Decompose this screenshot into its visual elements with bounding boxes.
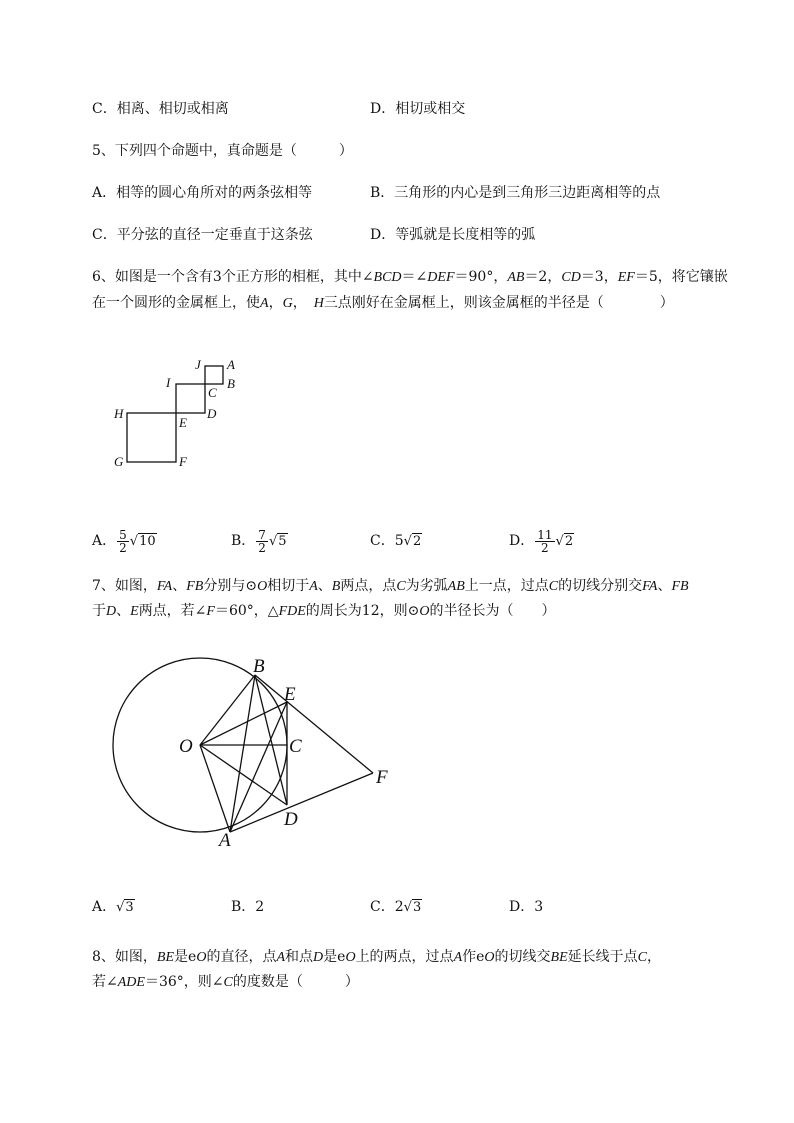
q4-option-c: C．相离、相切或相离 bbox=[92, 101, 229, 117]
label-b: B bbox=[253, 656, 265, 677]
q7-option-a: A．√3 bbox=[92, 899, 134, 915]
q6-option-c: C．5√2 bbox=[370, 533, 422, 549]
q7-option-c: C．2√3 bbox=[370, 899, 422, 915]
q5-stem: 5、下列四个命题中，真命题是（ ） bbox=[92, 143, 353, 159]
segment-ob bbox=[200, 675, 255, 745]
label-b: B bbox=[227, 376, 235, 391]
q7-stem-line1: 7、如图，FA、FB分别与⊙O相切于A、B两点，点C为劣弧AB上一点，过点C的切线分别交FA、FB bbox=[92, 578, 689, 594]
q7-circle-tangent-figure bbox=[100, 650, 410, 855]
q6-option-d: D． $\frac{11}{2}$ √2 bbox=[509, 527, 574, 555]
label-g: G bbox=[114, 454, 124, 469]
label-d: D bbox=[207, 406, 217, 421]
label-a: A bbox=[219, 830, 231, 851]
label-d: D bbox=[284, 809, 298, 830]
q6-option-a: A． $\frac{5}{2}$ √10 bbox=[92, 527, 156, 555]
large-square bbox=[127, 413, 176, 462]
label-o: O bbox=[179, 736, 193, 757]
segment-oe bbox=[200, 702, 287, 745]
q8-stem-line2: 若∠ADE＝36°，则∠C的度数是（ ） bbox=[92, 974, 359, 990]
chord-ab bbox=[230, 675, 255, 832]
q8-stem-line1: 8、如图，BE是eO的直径，点A和点D是eO上的两点，过点A作eO的切线交BE延长线于点C， bbox=[92, 949, 661, 965]
small-square bbox=[205, 366, 223, 384]
label-c: C bbox=[208, 385, 217, 400]
label-i: I bbox=[166, 375, 171, 390]
label-f: F bbox=[179, 454, 187, 469]
q5-option-b: B．三角形的内心是到三角形三边距离相等的点 bbox=[370, 185, 661, 201]
label-j: J bbox=[195, 357, 201, 372]
tangent-fb bbox=[255, 675, 373, 773]
label-a: A bbox=[227, 357, 235, 372]
q5-option-a: A．相等的圆心角所对的两条弦相等 bbox=[92, 185, 313, 201]
medium-square bbox=[176, 384, 205, 413]
q6-stem-line1: 6、如图是一个含有3个正方形的相框，其中∠BCD＝∠DEF＝90°，AB＝2，CD＝3，EF＝5，将它镶嵌 bbox=[92, 269, 728, 285]
q6-squares-figure bbox=[100, 350, 260, 480]
segment-oa bbox=[200, 745, 230, 832]
q7-stem-line2: 于D、E两点，若∠F＝60°，△FDE的周长为12，则⊙O的半径长为（ ） bbox=[92, 603, 556, 619]
q7-option-d: D．3 bbox=[509, 899, 544, 915]
q5-option-c: C．平分弦的直径一定垂直于这条弦 bbox=[92, 227, 313, 243]
q7-option-b: B．2 bbox=[231, 899, 265, 915]
label-e: E bbox=[179, 415, 187, 430]
label-h: H bbox=[114, 406, 124, 421]
q4-option-d: D．相切或相交 bbox=[370, 101, 466, 117]
q6-stem-line2: 在一个圆形的金属框上，使A，G， H三点刚好在金属框上，则该金属框的半径是（ ） bbox=[92, 295, 674, 311]
label-e: E bbox=[284, 684, 296, 705]
label-f: F bbox=[376, 767, 388, 788]
q5-option-d: D．等弧就是长度相等的弧 bbox=[370, 227, 536, 243]
q6-option-b: B． $\frac{7}{2}$ √5 bbox=[231, 527, 287, 555]
label-c: C bbox=[289, 736, 302, 757]
